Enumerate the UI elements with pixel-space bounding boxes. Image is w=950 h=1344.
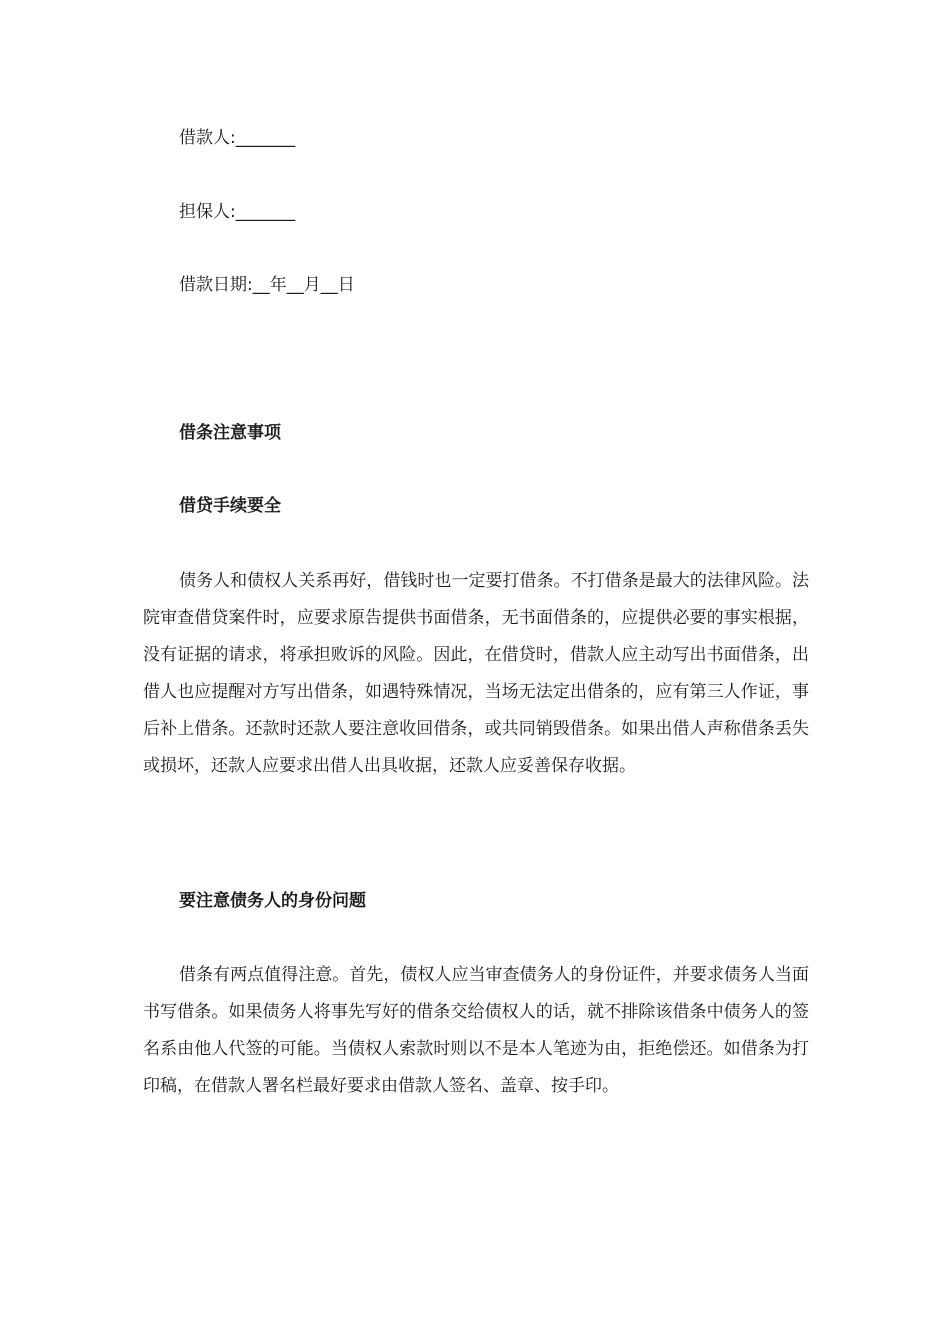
subheading-identity: 要注意债务人的身份问题 — [179, 891, 366, 911]
borrower-field: 借款人:_______ — [179, 128, 296, 148]
guarantor-field: 担保人:_______ — [179, 202, 296, 222]
paragraph-identity: 借条有两点值得注意。首先，债权人应当审查债务人的身份证件，并要求债务人当面书写借条。如果债务人将事先写好的借条交给债权人的话，就不排除该借条中债务人的签名系由他人代签的可能。当债权人索款时则以不是本人笔迹为由，拒绝偿还。如借条为打印稿，在借款人署名栏最好要求由借款人签名、盖章、按手印。 — [143, 965, 809, 1096]
paragraph-procedure: 债务人和债权人关系再好，借钱时也一定要打借条。不打借条是最大的法律风险。法院审查借贷案件时，应要求原告提供书面借条，无书面借条的，应提供必要的事实根据，没有证据的请求，将承担败诉的风险。因此，在借贷时，借款人应主动写出书面借条，出借人也应提醒对方写出借条，如遇特殊情况，当场无法定出借条的，应有第三人作证，事后补上借条。还款时还款人要注意收回借条，或共同销毁借条。如果出借人声称借条丢失或损坏，还款人应要求出借人出具收据，还款人应妥善保存收据。 — [143, 571, 809, 776]
subheading-procedure: 借贷手续要全 — [179, 496, 281, 516]
section-title: 借条注意事项 — [179, 423, 281, 443]
loan-date-field: 借款日期:__年__月__日 — [179, 275, 355, 295]
